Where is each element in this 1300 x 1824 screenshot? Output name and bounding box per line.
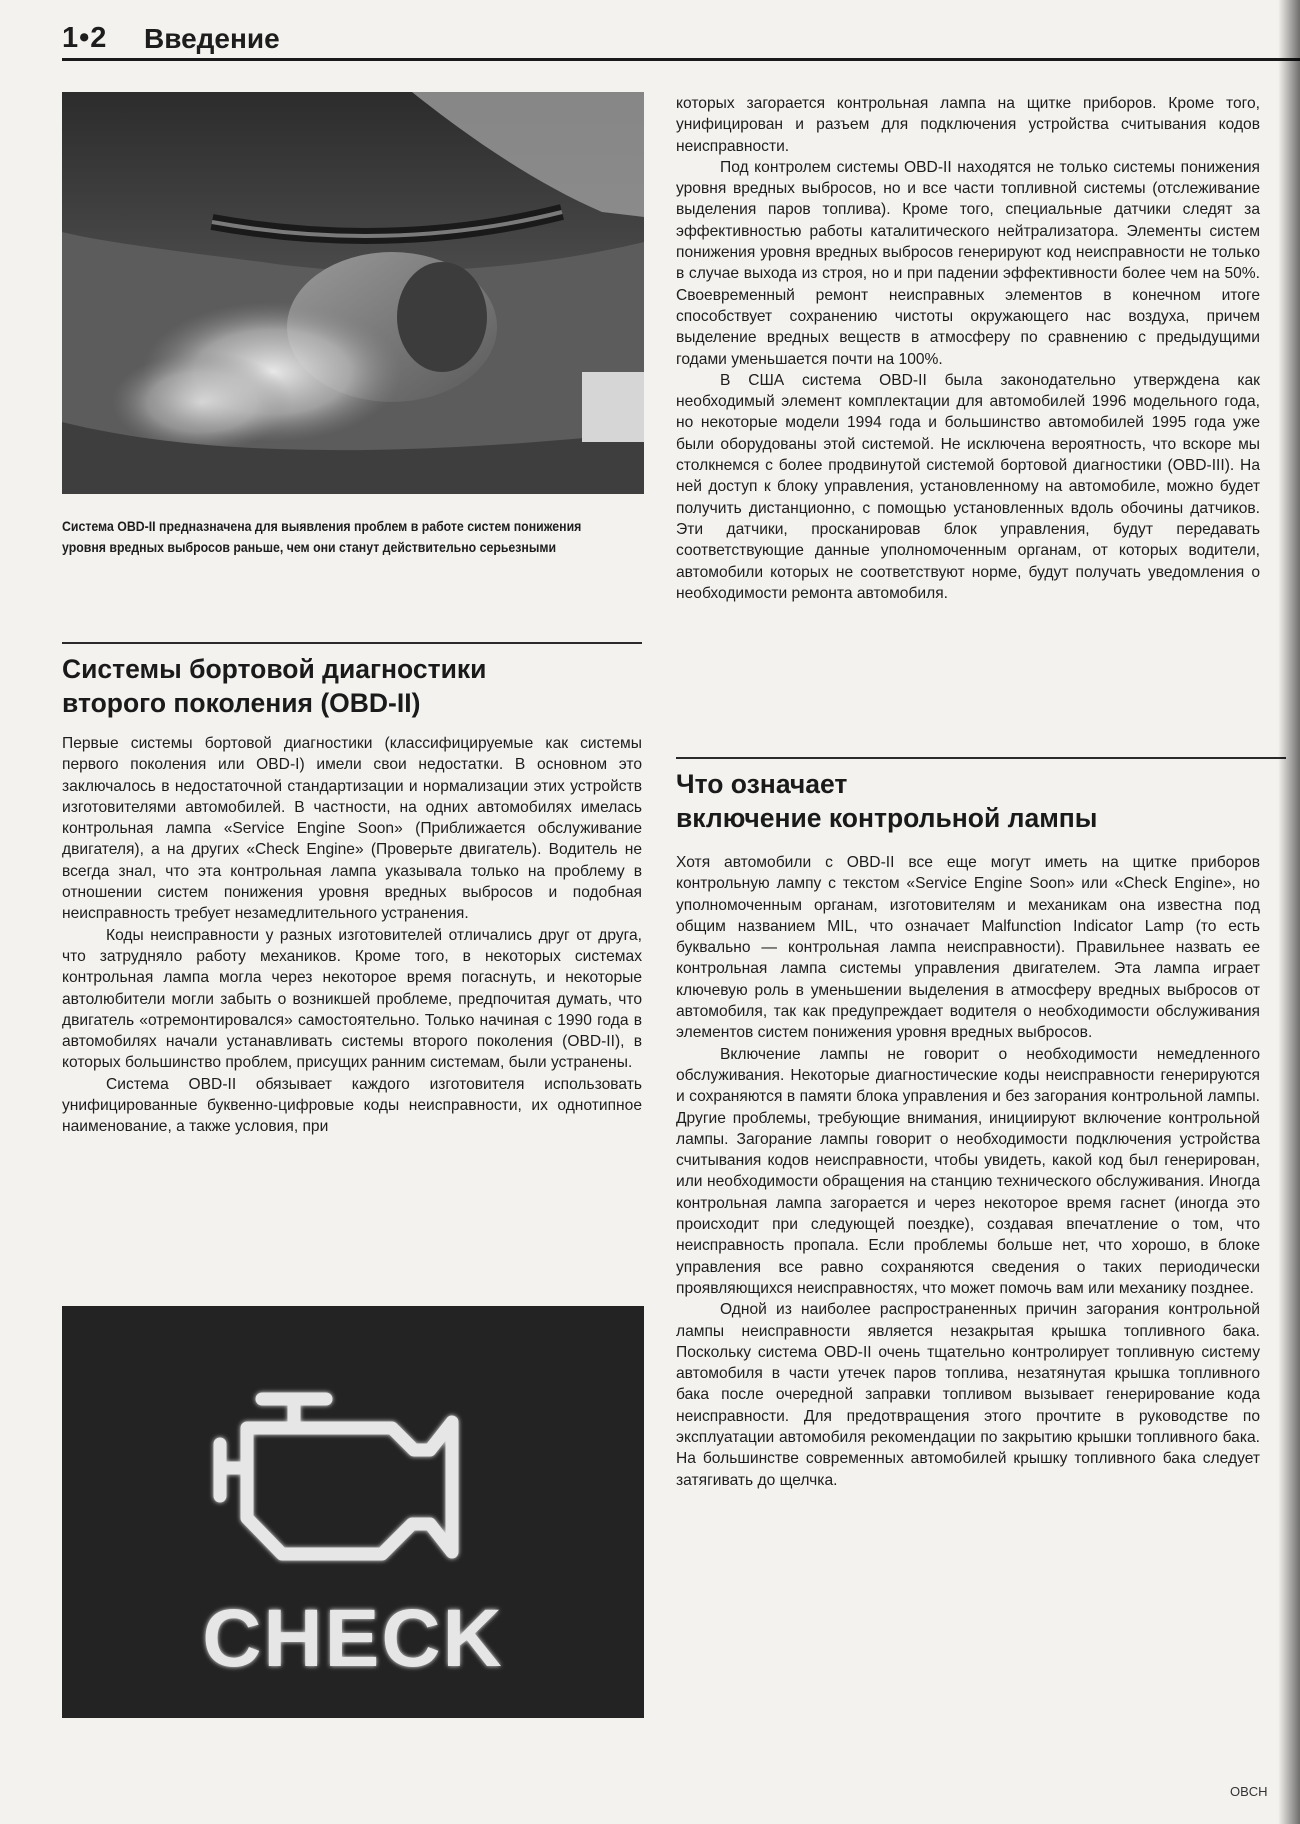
paragraph: Первые системы бортовой диагностики (классифицируемые как системы первого поколения или OBD-I) имели свои недостатки. В основном это заключалось в недостаточной стандартизации и нормализации этих устройств изготовителями автомобилей. В частности, на одних автомобилях имелась контрольная лампа «Service Engine Soon» (Приближается обслуживание двигателя), а на других «Check Engine» (Проверьте двигатель). Водитель не всегда знал, что эта контрольная лампа указывала только на проблему в отношении систем понижения уровня вредных выбросов и подобная неисправность требует незамедлительного устранения. [62, 735, 642, 923]
paragraph: Хотя автомобили с OBD-II все еще могут иметь на щитке приборов контрольную лампу с текстом «Service Engine Soon» или «Check Engine», но уполномоченным органам, изготовителям и механикам она известна под общим названием MIL, что означает Malfunction Indicator Lamp (то есть буквально — контрольная лампа неисправности). Правильнее назвать ее контрольная лампа системы управления двигателем. Эта лампа играет ключевую роль в уменьшении выделения в атмосферу вредных выбросов от автомобиля, так как предупреждает водителя о необходимости обслуживания элементов систем понижения уровня вредных выбросов. [676, 854, 1260, 1042]
section-title-line: Что означает [676, 769, 848, 799]
page-header [62, 22, 1300, 61]
right-column-text [676, 93, 1260, 604]
paragraph: Под контролем системы OBD-II находятся не только системы понижения уровня вредных выбросов, но и все части топливной системы (отслеживание выделения паров топлива). Кроме того, специальные датчики следят за эффективностью работы каталитического нейтрализатора. Элементы систем понижения уровня вредных выбросов генерируют код неисправности не только в случае выхода из строя, но и при падении эффективности более чем на 50%. Своевременный ремонт неисправных элементов в конечном итоге способствует сохранению чистоты окружающего нас воздуха, причем выделение вредных веществ в атмосферу по сравнению с предыдущими годами уменьшается почти на 100%. [676, 158, 1260, 368]
paragraph: которых загорается контрольная лампа на щитке приборов. Кроме того, унифицирован и разъем для подключения устройства считывания кодов неисправности. [676, 95, 1260, 155]
paragraph: Система OBD-II обязывает каждого изготовителя использовать унифицированные буквенно-цифровые коды неисправности, их однотипное наименование, а также условия, при [62, 1075, 642, 1136]
page-number: 1•2 [62, 22, 108, 54]
paragraph: Включение лампы не говорит о необходимости немедленного обслуживания. Некоторые диагностические коды неисправности генерируются и сохраняются в памяти блока управления и без загорания контрольной лампы. Другие проблемы, требующие внимания, инициируют включение контрольной лампы. Загорание лампы говорит о необходимости подключения устройства считывания кодов неисправности, чтобы увидеть, какой код был генерирован, или необходимости обращения на станцию технического обслуживания. Иногда контрольная лампа загорается и через некоторое время гаснет (иногда это происходит при следующей поездке), создавая впечатление о том, что неисправность пропала. Если проблемы больше нет, что хорошо, в блоке управления все равно сохраняются сведения о таких периодически проявляющихся неисправностях, что может помочь вам или механику позднее. [676, 1045, 1260, 1297]
exhaust-illustration [62, 92, 644, 494]
section-heading: Введение [144, 23, 280, 54]
left-column-text [62, 733, 642, 1138]
section-title-line: включение контрольной лампы [676, 803, 1098, 833]
paragraph: В США система OBD-II была законодательно утверждена как необходимый элемент комплектации для автомобилей 1996 модельного года, но некоторые модели 1994 года и большинство автомобилей 1995 года уже были оборудованы этой системой. Не исключена вероятность, что вскоре мы столкнемся с более продвинутой системой бортовой диагностики (OBD-III). На ней доступ к блоку управления, установленному на автомобиле, можно будет получить дистанционно, с помощью установленных вдоль обочины датчиков. Эти датчики, просканировав блок управления, будут передавать соответствующие данные уполномоченным органам, от которых водители, автомобили которых не соответствуют норме, будут получать уведомления о необходимости ремонта автомобиля. [676, 371, 1260, 602]
paragraph: Коды неисправности у разных изготовителей отличались друг от друга, что затрудняло работу механиков. Кроме того, в некоторых системах контрольная лампа могла через некоторое время погаснуть, и некоторые автолюбители могли забыть о возникшей проблеме, предпочитая думать, что двигатель «отремонтировался» самостоятельно. Только начиная с 1990 года в автомобилях начали устанавливать системы второго поколения (OBD-II), в которых большинство проблем, присущих ранним системам, были устранены. [62, 926, 642, 1072]
section-title-line: Системы бортовой диагностики [62, 654, 487, 684]
page-edge-shadow [1278, 0, 1300, 1824]
check-label: CHECK [202, 1593, 504, 1684]
check-engine-photo [62, 1306, 644, 1718]
section-title-obd2 [62, 642, 642, 720]
paragraph: Одной из наиболее распространенных причин загорания контрольной лампы неисправности является незакрытая крышка топливного бака. Поскольку система OBD-II очень тщательно контролирует топливную систему автомобиля в части утечек паров топлива, незатянутая крышка топливного бака после очередной заправки топливом вызывает генерирование кода неисправности. Для предотвращения этого прочтите в руководстве по эксплуатации автомобиля рекомендации по закрытию крышки топливного бака. На большинстве современных автомобилей крышку топливного бака следует затягивать до щелчка. [676, 1301, 1260, 1489]
right-column-lamp-text [676, 852, 1260, 1491]
section-title-lamp [676, 757, 1286, 835]
footer-tag: OBCH [1230, 1784, 1268, 1799]
exhaust-photo [62, 92, 644, 494]
section-title-line: второго поколения (OBD-II) [62, 688, 421, 718]
engine-icon [62, 1306, 644, 1718]
photo-caption: Система OBD-II предназначена для выявления проблем в работе систем понижения уровня вредных выбросов раньше, чем они станут действительно серьезными [62, 519, 582, 555]
